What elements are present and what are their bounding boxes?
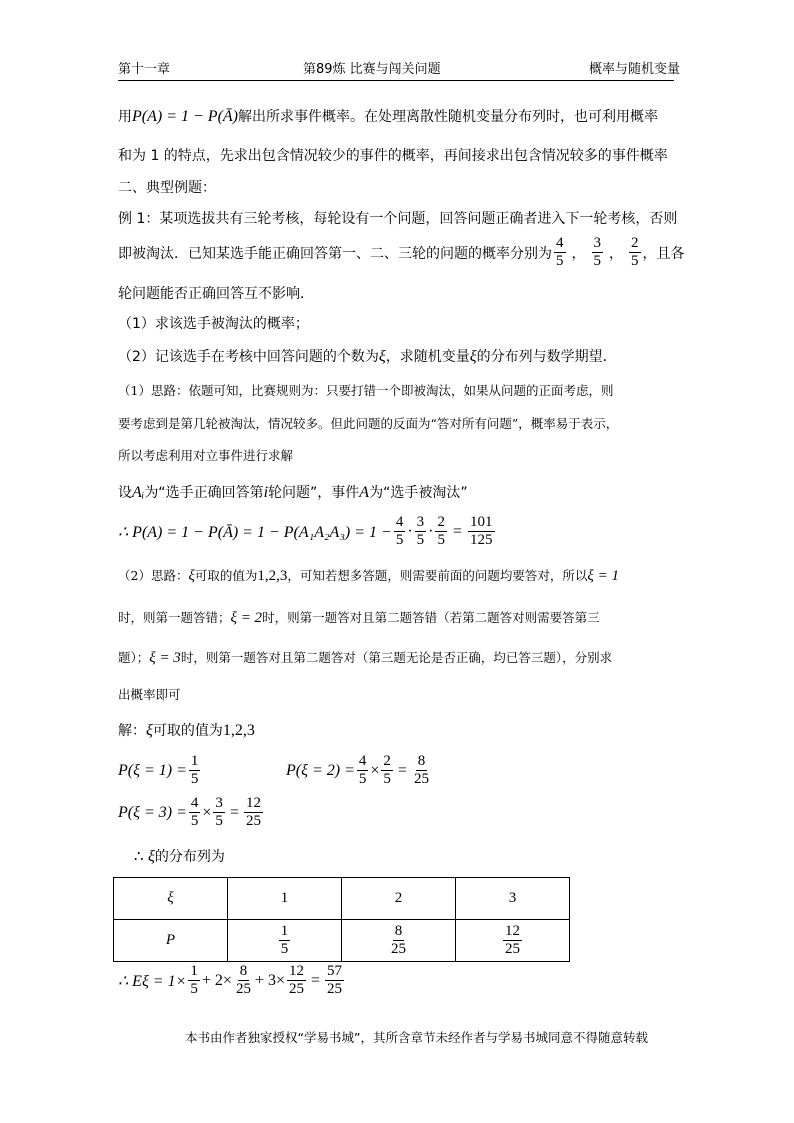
example-line-2: 即被淘汰．已知某选手能正确回答第一、二、三轮的问题的概率分别为 $\frac{4}{5}$ ， $\frac{3}{5}$ ， $\frac{2}{5}$ ，且各 bbox=[118, 235, 685, 269]
intro-line-1 bbox=[118, 106, 658, 126]
distribution-table bbox=[113, 877, 570, 962]
intro-formula: P(A) = 1 − P(Ā) bbox=[132, 108, 238, 125]
table-row bbox=[114, 878, 570, 920]
example-line-3: 轮问题能否正确回答互不影响． bbox=[118, 286, 314, 302]
header-topic: 概率与随机变量 bbox=[589, 62, 681, 77]
thinking2-line-1: （2）思路：ξ可取的值为1,2,3，可知若想多答题，则需要前面的问题均要答对，所以ξ = 1 bbox=[118, 568, 619, 584]
expectation-formula: ∴ Eξ = 1× $\frac{1}{5}$ + 2× $\frac{8}{25}$ + 3× $\frac{12}{25}$ = $\frac{57}{25}$ bbox=[118, 963, 343, 997]
table-value-2: 2 bbox=[342, 878, 456, 920]
frac-4-5: $\frac{4}{5}$ bbox=[395, 514, 404, 548]
footer-copyright: 本书由作者独家授权“学易书城”，其所含章节未经作者与学易书城同意不得随意转载 bbox=[185, 1030, 648, 1045]
exp-frac-1: $\frac{1}{5}$ bbox=[190, 963, 198, 997]
table-value-3: 3 bbox=[456, 878, 570, 920]
p2-frac-b: $\frac{2}{5}$ bbox=[383, 753, 391, 787]
intro-line-2: 和为 1 的特点，先求出包含情况较少的事件的概率，再间接求出包含情况较多的事件概率 bbox=[118, 148, 668, 164]
thinking1-line-1: （1）思路：依题可知，比赛规则为：只要打错一个即被淘汰，如果从问题的正面考虑，则 bbox=[118, 383, 614, 398]
thinking2-line-2: 时，则第一题答错；ξ = 2时，则第一题答对且第二题答错（若第二题答对则需要答第三 bbox=[118, 610, 600, 626]
example-text-post: ，且各 bbox=[642, 245, 685, 262]
table-prob-3: $\frac{12}{25}$ bbox=[456, 920, 570, 962]
table-header-xi: ξ bbox=[114, 878, 228, 920]
solution1-define: 设Aᵢ为“选手正确回答第i轮问题”，事件A为“选手被淘汰” bbox=[118, 484, 468, 501]
question-1: （1）求该选手被淘汰的概率； bbox=[118, 316, 309, 332]
thinking1-line-2: 要考虑到是第几轮被淘汰，情况较多。但此问题的反面为“答对所有问题”，概率易于表示， bbox=[118, 416, 619, 431]
example-line-1: 例 1：某项选拔共有三轮考核，每轮设有一个问题，回答问题正确者进入下一轮考核，否则 bbox=[118, 211, 678, 227]
table-row bbox=[114, 920, 570, 962]
frac-2-5: $\frac{2}{5}$ bbox=[437, 514, 445, 548]
prob-xi-1: P(ξ = 1) = $\frac{1}{5}$ bbox=[118, 753, 199, 787]
example-text: 即被淘汰．已知某选手能正确回答第一、二、三轮的问题的概率分别为 bbox=[118, 245, 552, 262]
solution1-formula: ∴ P(A) = 1 − P(Ā) = 1 − P(A₁A₂A₃) = 1 − $\frac{4}{5}$ · $\frac{3}{5}$ · $\frac{2}{5}$ = $\frac{101}{125}$ bbox=[118, 514, 493, 548]
table-header-p: P bbox=[114, 920, 228, 962]
p3-frac-a: $\frac{4}{5}$ bbox=[190, 795, 199, 829]
thinking2-line-3: 题）；ξ = 3时，则第一题答对且第二题答对（第三题无论是否正确，均已答三题），分别求 bbox=[118, 650, 613, 666]
question-2: （2）记该选手在考核中回答问题的个数为ξ，求随机变量ξ的分布列与数学期望． bbox=[118, 348, 617, 365]
prob-xi-2: P(ξ = 2) = $\frac{4}{5}$ × $\frac{2}{5}$ = $\frac{8}{25}$ bbox=[286, 753, 429, 787]
thinking2-line-4: 出概率即可 bbox=[118, 687, 181, 702]
frac-3-5: $\frac{3}{5}$ bbox=[416, 514, 425, 548]
prob-fraction-1: $\frac{4}{5}$ bbox=[556, 235, 564, 269]
exp-result: $\frac{57}{25}$ bbox=[327, 963, 343, 997]
exp-frac-2: $\frac{8}{25}$ bbox=[235, 963, 251, 997]
table-prob-2: $\frac{8}{25}$ bbox=[342, 920, 456, 962]
prob-fraction-2: $\frac{3}{5}$ bbox=[593, 235, 601, 269]
result-fraction: $\frac{101}{125}$ bbox=[470, 514, 493, 548]
header-chapter: 第十一章 bbox=[118, 62, 171, 77]
table-value-1: 1 bbox=[228, 878, 342, 920]
exp-frac-3: $\frac{12}{25}$ bbox=[289, 963, 304, 997]
header-rule bbox=[118, 80, 674, 81]
section-title: 二、典型例题： bbox=[118, 180, 216, 196]
p3-frac-b: $\frac{3}{5}$ bbox=[215, 795, 223, 829]
intro-text-post: 解出所求事件概率。在处理离散性随机变量分布列时，也可利用概率 bbox=[238, 109, 658, 125]
header-lesson-title: 第89炼 比赛与闯关问题 bbox=[303, 62, 441, 77]
p3-fraction: $\frac{12}{25}$ bbox=[245, 795, 261, 829]
distribution-title: ∴ ξ的分布列为 bbox=[134, 848, 225, 865]
prob-xi-3: P(ξ = 3) = $\frac{4}{5}$ × $\frac{3}{5}$ = $\frac{12}{25}$ bbox=[118, 795, 261, 829]
intro-text: 用 bbox=[118, 109, 132, 125]
solution2-intro: 解：ξ可取的值为1,2,3 bbox=[118, 722, 255, 739]
p2-fraction: $\frac{8}{25}$ bbox=[413, 753, 429, 787]
prob-fraction-3: $\frac{2}{5}$ bbox=[631, 235, 639, 269]
p2-frac-a: $\frac{4}{5}$ bbox=[358, 753, 367, 787]
thinking1-line-3: 所以考虑利用对立事件进行求解 bbox=[118, 448, 294, 463]
table-prob-1: $\frac{1}{5}$ bbox=[228, 920, 342, 962]
solution1-formula-left: ∴ P(A) = 1 − P(Ā) = 1 − P(A₁A₂A₃) = 1 − bbox=[118, 523, 392, 541]
p1-fraction: $\frac{1}{5}$ bbox=[190, 753, 199, 787]
